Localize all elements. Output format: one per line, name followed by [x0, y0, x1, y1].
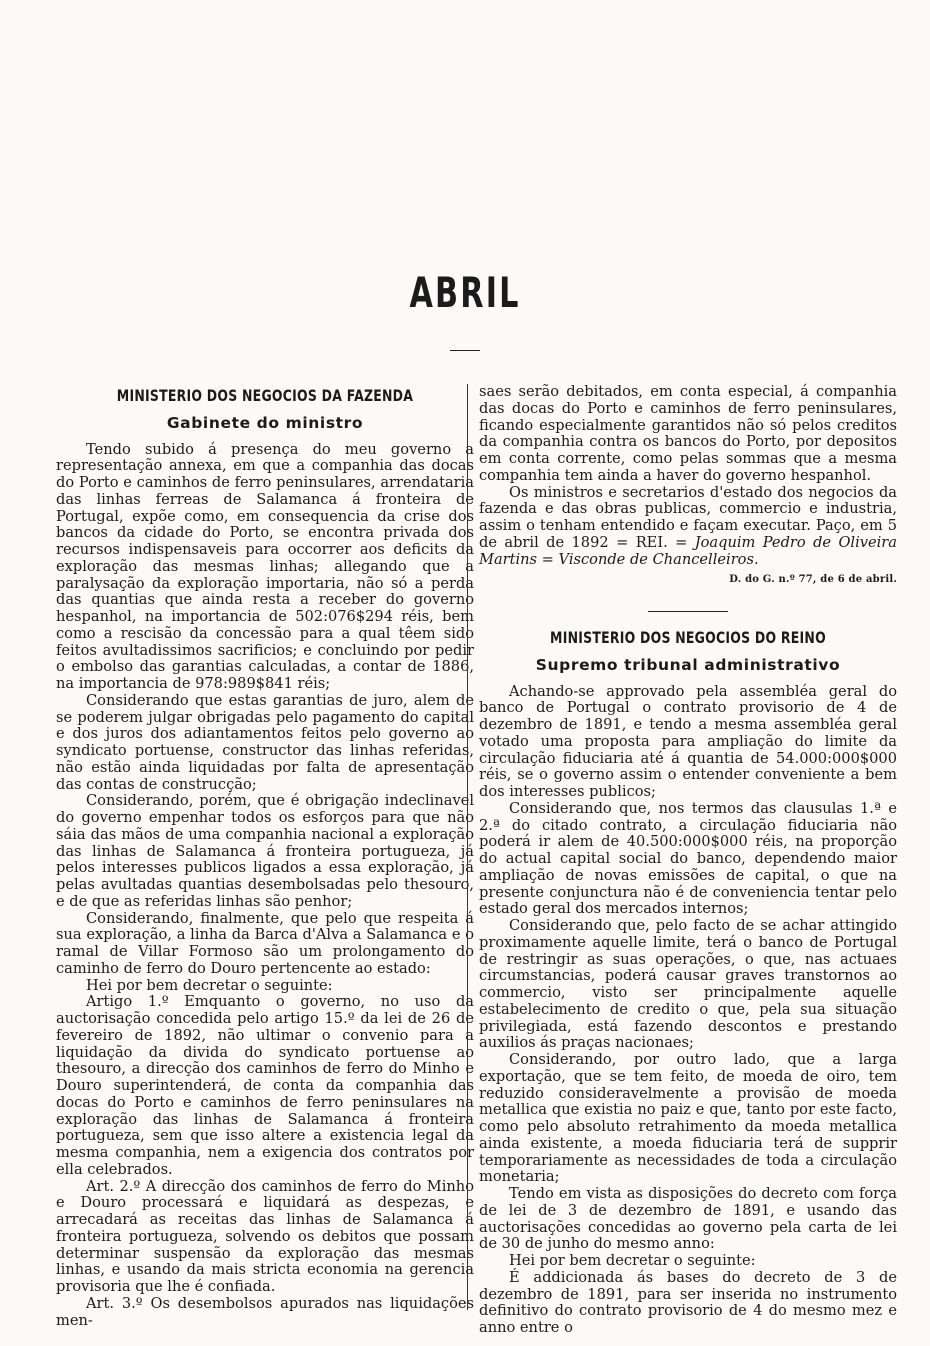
section-separator	[648, 611, 728, 612]
decree-closing	[479, 483, 897, 586]
ministry-heading-fazenda: MINISTERIO DOS NEGOCIOS DA FAZENDA	[116, 386, 414, 405]
decree-closing-text: Os ministros e secretarios d'estado dos negocios da fazenda e das obras publicas, commercio e industria, assim o tenham entendido e façam executar. Paço, em 5 de abril de 1892 = REI. =	[479, 483, 897, 551]
office-heading-tribunal: Supremo tribunal administrativo	[535, 655, 841, 674]
title-rule	[450, 350, 480, 351]
page-title: ABRIL	[409, 268, 521, 317]
decree-paragraph: Tendo subido á presença do meu governo a representação annexa, em que a companhia das docas do Porto e caminhos de ferro peninsulares, arrendataria das linhas ferreas de Salamanca á fronteira de Portugal, expõe como, em consequencia da crise dos bancos da cidade do Porto, se encontra privada dos recursos indispensaveis para occorrer aos deficits da exploração das mesmas linhas; allegando que a paralysação da exploração importaria, não só a perda das quantias que ainda resta a receber do governo hespanhol, na importancia de 502:076$294 réis, bem como a rescisão da concessão para a qual têem sido feitos avultadissimos sacrificios; e concluindo por pedir o embolso das garantias calculadas, a contar de 1886, na importancia de 978:989$841 réis;	[56, 440, 474, 692]
decree-paragraph: Hei por bem decretar o seguinte:	[86, 976, 333, 994]
decree-paragraph: Achando-se approvado pela assembléa geral do banco de Portugal o contrato provisorio de 4 de dezembro de 1891, e tendo a mesma assembléa geral votado uma proposta para ampliação do limite da circulação fiduciaria até á quantia de 54.000:000$000 réis, se o governo assim o entender conveniente a bem dos interesses publicos;	[479, 682, 897, 800]
decree-paragraph: Considerando que, nos termos das clausulas 1.ª e 2.ª do citado contrato, a circulação fiduciaria não poderá ir alem de 40.500:000$000 réis, na proporção do actual capital social do banco, dependendo maior ampliação de novas emissões de capital, o que na presente conjunctura não é de conveniencia tentar pelo estado geral dos mercados internos;	[479, 799, 897, 918]
right-column	[479, 384, 897, 1337]
decree-article-1: Artigo 1.º Emquanto o governo, no uso da auctorisação concedida pelo artigo 15.º da lei de 26 de fevereiro de 1892, não ultimar o convenio para a liquidação da divida do syndicato portuense ao thesouro, a direcção dos caminhos de ferro do Minho e Douro superintenderá, de conta da companhia das docas do Porto e caminhos de ferro peninsulares na exploração das linhas de Salamanca á fronteira portugueza, sem que isso altere a existencia legal da mesma companhia, nem a exigencia dos contratos por ella celebrados.	[56, 993, 474, 1178]
decree-paragraph: Considerando, porém, que é obrigação indeclinavel do governo empenhar todos os esforços para que não sáia das mãos de uma companhia nacional a exploração das linhas de Salamanca á fronteira portugueza, já pelos interesses publicos ligados a essa exploração, já pelas avultadas quantias desembolsadas pelo thesouro, e de que as referidas linhas são penhor;	[56, 792, 474, 910]
decree-paragraph: Tendo em vista as disposições do decreto com força de lei de 3 de dezembro de 1891, e usando das auctorisações concedidas ao governo pela carta de lei de 30 de junho do mesmo anno:	[479, 1185, 897, 1253]
left-column	[56, 384, 474, 1329]
decree-paragraph: Considerando, finalmente, que pelo que respeita á sua exploração, a linha da Barca d'Alva a Salamanca e o ramal de Villar Formoso são um prolongamento do caminho de ferro do Douro pertencente ao estado:	[56, 909, 474, 977]
decree-paragraph: Considerando que estas garantias de juro, alem de se poderem julgar obrigadas pelo pagamento do capital e dos juros dos adiantamentos feitos pelo governo ao syndicato portuense, constructor das linhas referidas, não estão ainda liquidadas por falta de apresentação das contas de construcção;	[56, 691, 474, 793]
source-reference: D. do G. n.º 77, de 6 de abril.	[729, 574, 897, 586]
signatories: Joaquim Pedro de Oliveira Martins = Visconde de Chancelleiros.	[479, 533, 897, 568]
decree-paragraph: Hei por bem decretar o seguinte:	[509, 1252, 756, 1269]
column-divider	[467, 384, 468, 1310]
decree-article-3: Art. 3.º Os desembolsos apurados nas liquidações men-	[56, 1294, 474, 1329]
ministry-heading-reino: MINISTERIO DOS NEGOCIOS DO REINO	[550, 628, 826, 647]
decree-article-2: Art. 2.º A direcção dos caminhos de ferro do Minho e Douro processará e liquidará as despezas, e arrecadará as receitas das linhas de Salamanca á fronteira portugueza, solvendo os debitos que possam determinar suspensão da exploração das mesmas linhas, e usando da mais stricta economia na gerencia provisoria que lhe é confiada.	[56, 1177, 474, 1295]
decree-continuation: saes serão debitados, em conta especial, á companhia das docas do Porto e caminhos de ferro peninsulares, ficando especialmente garantidos não só pelos creditos da companhia contra os bancos do Porto, por depositos em conta corrente, como pelas sommas que a mesma companhia tem ainda a haver do governo hespanhol.	[479, 383, 897, 484]
office-heading-gabinete: Gabinete do ministro	[166, 413, 364, 432]
decree-paragraph: É addicionada ás bases do decreto de 3 de dezembro de 1891, para ser inserida no instrumento definitivo do contrato provisorio de 4 do mesmo mez e anno entre o	[479, 1268, 897, 1336]
decree-paragraph: Considerando, por outro lado, que a larga exportação, que se tem feito, de moeda de oiro, tem reduzido consideravelmente a provisão de moeda metallica que existia no paiz e que, tanto por este facto, como pelo absoluto retrahimento da moeda metallica ainda existente, a moeda fiduciaria terá de supprir temporariamente as necessidades de toda a circulação monetaria;	[479, 1051, 897, 1186]
decree-paragraph: Considerando que, pelo facto de se achar attingido proximamente aquelle limite, terá o banco de Portugal de restringir as suas operações, o que, nas actuaes circumstancias, poderá causar graves transtornos ao commercio, visto ser principalmente aquelle estabelecimento de credito o que, pela sua situação privilegiada, está fazendo descontos e prestando auxilios ás praças nacionaes;	[479, 917, 897, 1052]
